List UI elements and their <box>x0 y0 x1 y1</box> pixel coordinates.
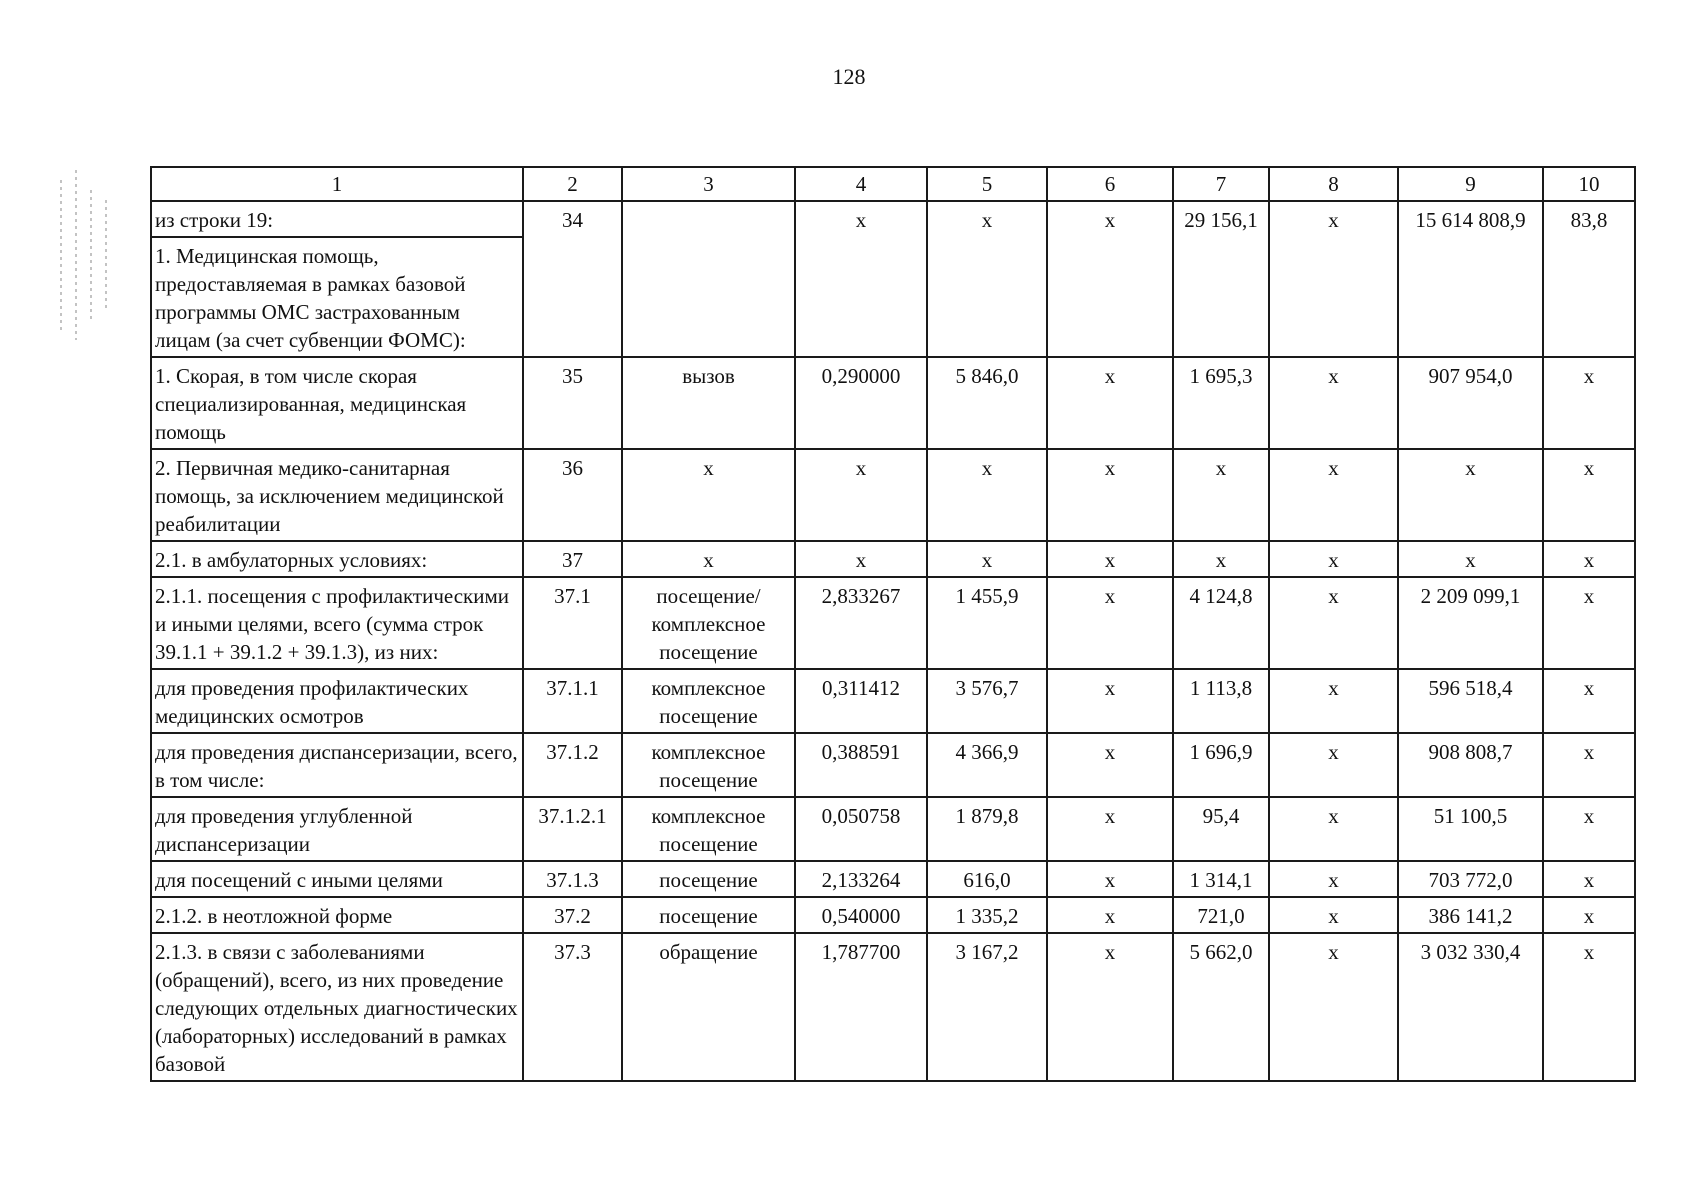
table-cell: 0,290000 <box>795 357 927 449</box>
table-cell: х <box>1543 357 1635 449</box>
row-code: 37.1 <box>523 577 622 669</box>
row-label: 1. Скорая, в том числе скорая специализированная, медицинская помощь <box>151 357 523 449</box>
table-cell: вызов <box>622 357 795 449</box>
table-cell: комплексное посещение <box>622 669 795 733</box>
page-number: 128 <box>832 64 866 89</box>
table-cell: х <box>1047 541 1173 577</box>
table-cell: х <box>1269 201 1398 357</box>
table-row <box>151 861 1635 897</box>
row-label: 2.1.2. в неотложной форме <box>151 897 523 933</box>
table-cell: х <box>1047 897 1173 933</box>
table-cell: 3 576,7 <box>927 669 1047 733</box>
table-cell: х <box>1543 449 1635 541</box>
table-cell: 2,833267 <box>795 577 927 669</box>
table-cell: х <box>795 541 927 577</box>
row-code: 35 <box>523 357 622 449</box>
row-code: 34 <box>523 201 622 357</box>
table-row <box>151 577 1635 669</box>
table-cell: 1 113,8 <box>1173 669 1269 733</box>
table-cell: х <box>1047 733 1173 797</box>
table-cell: х <box>927 541 1047 577</box>
table-cell: обращение <box>622 933 795 1081</box>
row-code: 37.1.2 <box>523 733 622 797</box>
stamp-mark <box>46 160 126 350</box>
table-cell: 1 696,9 <box>1173 733 1269 797</box>
table-row <box>151 357 1635 449</box>
table-cell: 386 141,2 <box>1398 897 1543 933</box>
table-cell: х <box>1269 797 1398 861</box>
table-cell: х <box>1047 449 1173 541</box>
table-cell: 0,388591 <box>795 733 927 797</box>
row-label: 2.1. в амбулаторных условиях: <box>151 541 523 577</box>
row-label: 2.1.1. посещения с профилактическими и иными целями, всего (сумма строк 39.1.1 + 39.1.2 + 39.1.3), из них: <box>151 577 523 669</box>
row-label: 1. Медицинская помощь, предоставляемая в рамках базовой программы ОМС застрахованным лицам (за счет субвенции ФОМС): <box>151 237 523 357</box>
table-row <box>151 201 1635 237</box>
table-cell: 1,787700 <box>795 933 927 1081</box>
row-code: 37 <box>523 541 622 577</box>
row-label: для проведения диспансеризации, всего, в том числе: <box>151 733 523 797</box>
table-cell: 3 032 330,4 <box>1398 933 1543 1081</box>
table-cell: х <box>1269 449 1398 541</box>
table-cell: х <box>622 541 795 577</box>
table-row <box>151 933 1635 1081</box>
table-cell: х <box>1398 449 1543 541</box>
header-cell: 7 <box>1173 167 1269 201</box>
table-cell: 5 662,0 <box>1173 933 1269 1081</box>
table-cell: х <box>1269 933 1398 1081</box>
table-cell: х <box>1543 541 1635 577</box>
table-cell <box>622 201 795 357</box>
header-cell: 8 <box>1269 167 1398 201</box>
header-cell: 10 <box>1543 167 1635 201</box>
table-cell: х <box>795 449 927 541</box>
table-cell: х <box>1173 541 1269 577</box>
table-cell: х <box>1047 933 1173 1081</box>
row-label: из строки 19: <box>151 201 523 237</box>
table-cell: 596 518,4 <box>1398 669 1543 733</box>
table-cell: х <box>1543 733 1635 797</box>
table-cell: х <box>1047 861 1173 897</box>
table-cell: 1 879,8 <box>927 797 1047 861</box>
table-row <box>151 797 1635 861</box>
row-label: для посещений с иными целями <box>151 861 523 897</box>
table-cell: 83,8 <box>1543 201 1635 357</box>
table-cell: х <box>927 201 1047 357</box>
header-cell: 5 <box>927 167 1047 201</box>
table-row <box>151 897 1635 933</box>
table-cell: х <box>1047 201 1173 357</box>
table-cell: 29 156,1 <box>1173 201 1269 357</box>
header-row <box>151 167 1635 201</box>
table-row <box>151 449 1635 541</box>
table-cell: 1 455,9 <box>927 577 1047 669</box>
table-cell: 908 808,7 <box>1398 733 1543 797</box>
header-cell: 4 <box>795 167 927 201</box>
table-cell: 95,4 <box>1173 797 1269 861</box>
header-cell: 1 <box>151 167 523 201</box>
table-cell: х <box>1543 933 1635 1081</box>
table-cell: х <box>1173 449 1269 541</box>
table-cell: х <box>1543 797 1635 861</box>
row-code: 37.2 <box>523 897 622 933</box>
table-row <box>151 733 1635 797</box>
table-cell: 3 167,2 <box>927 933 1047 1081</box>
table-cell: х <box>622 449 795 541</box>
table-cell: 907 954,0 <box>1398 357 1543 449</box>
table-cell: 2,133264 <box>795 861 927 897</box>
table-cell: х <box>1269 733 1398 797</box>
table-cell: х <box>1047 357 1173 449</box>
table-cell: 4 366,9 <box>927 733 1047 797</box>
table-cell: 721,0 <box>1173 897 1269 933</box>
table-cell: 0,050758 <box>795 797 927 861</box>
table-cell: х <box>1269 357 1398 449</box>
table-cell: 703 772,0 <box>1398 861 1543 897</box>
table-cell: х <box>1269 897 1398 933</box>
table-cell: 0,311412 <box>795 669 927 733</box>
table-cell: х <box>1047 797 1173 861</box>
table-cell: х <box>1543 861 1635 897</box>
row-label: 2.1.3. в связи с заболеваниями (обращений), всего, из них проведение следующих отдельных диагностических (лабораторных) исследований в рамках базовой <box>151 933 523 1081</box>
table-cell: х <box>1047 577 1173 669</box>
header-cell: 9 <box>1398 167 1543 201</box>
table-cell: х <box>1543 897 1635 933</box>
table-cell: 616,0 <box>927 861 1047 897</box>
table-cell: 1 314,1 <box>1173 861 1269 897</box>
header-cell: 6 <box>1047 167 1173 201</box>
row-label: 2. Первичная медико-санитарная помощь, за исключением медицинской реабилитации <box>151 449 523 541</box>
table-cell: х <box>1269 577 1398 669</box>
row-code: 36 <box>523 449 622 541</box>
table-cell: 1 695,3 <box>1173 357 1269 449</box>
table-row <box>151 541 1635 577</box>
table-cell: х <box>927 449 1047 541</box>
table-cell: х <box>1269 669 1398 733</box>
table-cell: посещение <box>622 861 795 897</box>
header-cell: 2 <box>523 167 622 201</box>
table-cell: х <box>1047 669 1173 733</box>
table-cell: х <box>1269 541 1398 577</box>
table-row <box>151 669 1635 733</box>
table-cell: х <box>1543 669 1635 733</box>
data-table <box>150 166 1636 1082</box>
table-cell: х <box>1543 577 1635 669</box>
table-cell: 4 124,8 <box>1173 577 1269 669</box>
table-cell: посещение <box>622 897 795 933</box>
row-code: 37.1.3 <box>523 861 622 897</box>
row-label: для проведения профилактических медицинских осмотров <box>151 669 523 733</box>
table-cell: 15 614 808,9 <box>1398 201 1543 357</box>
row-label: для проведения углубленной диспансеризации <box>151 797 523 861</box>
table-cell: комплексное посещение <box>622 797 795 861</box>
row-code: 37.3 <box>523 933 622 1081</box>
table-cell: посещение/ комплексное посещение <box>622 577 795 669</box>
table-cell: комплексное посещение <box>622 733 795 797</box>
header-cell: 3 <box>622 167 795 201</box>
table-cell: 1 335,2 <box>927 897 1047 933</box>
row-code: 37.1.2.1 <box>523 797 622 861</box>
row-code: 37.1.1 <box>523 669 622 733</box>
table-cell: х <box>795 201 927 357</box>
table-cell: 0,540000 <box>795 897 927 933</box>
table-cell: 5 846,0 <box>927 357 1047 449</box>
table-cell: х <box>1269 861 1398 897</box>
table-cell: 51 100,5 <box>1398 797 1543 861</box>
table-cell: х <box>1398 541 1543 577</box>
table-cell: 2 209 099,1 <box>1398 577 1543 669</box>
